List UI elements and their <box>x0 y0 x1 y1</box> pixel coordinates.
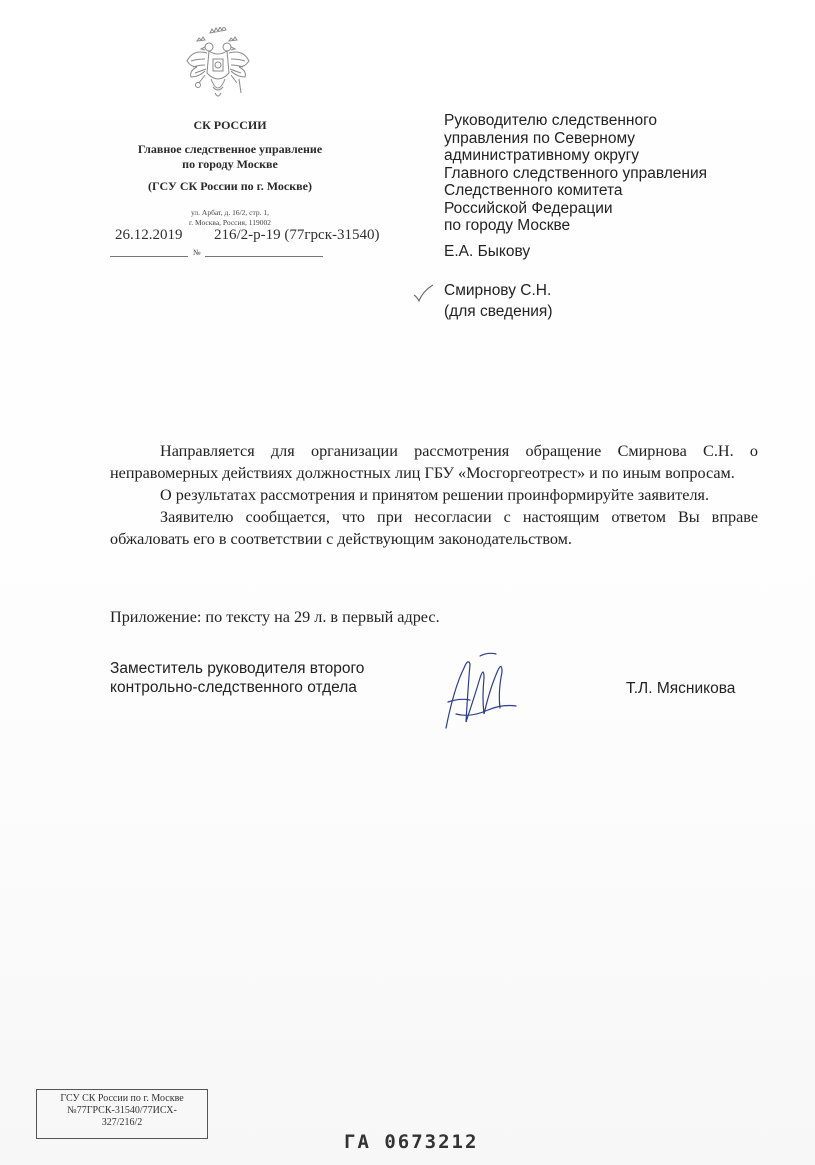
org-department-line: Главное следственное управление <box>137 142 323 156</box>
registration-number: 216/2-р-19 (77грск-31540) <box>214 227 380 243</box>
stamp-line: №77ГРСК-31540/77ИСХ- <box>67 1105 177 1116</box>
addressee-line: Следственного комитета <box>444 182 623 199</box>
org-short-name: (ГСУ СК России по г. Москве) <box>148 179 312 193</box>
body-paragraph: О результатах рассмотрения и принятом решении проинформируйте заявителя. <box>160 486 710 504</box>
stamp-line: ГСУ СК России по г. Москве <box>60 1093 184 1104</box>
copy-recipient-note: (для сведения) <box>444 303 553 320</box>
org-department-line: по городу Москве <box>182 157 278 171</box>
handwritten-signature <box>440 648 525 733</box>
number-sign: № <box>193 248 201 257</box>
russian-coat-of-arms-icon <box>183 27 253 105</box>
body-paragraph: Заявителю сообщается, что при несогласии с настоящим ответом Вы вправе обжаловать его в соответствии с действующим законодательством. <box>110 508 758 548</box>
copy-recipient <box>444 280 552 322</box>
org-department <box>110 142 350 172</box>
signatory-title-line: контрольно-следственного отдела <box>110 679 357 696</box>
org-address-line: ул. Арбат, д. 16/2, стр. 1, <box>191 208 269 217</box>
addressee-block <box>444 112 774 235</box>
addressee-line: Руководителю следственного <box>444 112 658 129</box>
addressee-person: Е.А. Быкову <box>444 243 531 260</box>
addressee-line: по городу Москве <box>444 217 571 234</box>
signatory-title <box>110 659 364 697</box>
checkmark-icon <box>412 283 434 303</box>
attachment-note: Приложение: по тексту на 29 л. в первый адрес. <box>110 608 440 626</box>
org-address-line: г. Москва, Россия, 119002 <box>189 218 271 227</box>
addressee-line: административному округу <box>444 147 640 164</box>
registration-date: 26.12.2019 <box>115 227 183 243</box>
form-serial-number: ГА 0673212 <box>344 1131 479 1153</box>
registration-stamp <box>36 1089 208 1139</box>
body-paragraph: Направляется для организации рассмотрения обращение Смирнова С.Н. о неправомерных действиях должностных лиц ГБУ «Мосгоргеотрест» и по иным вопросам. <box>110 442 758 482</box>
org-name: СК РОССИИ <box>193 118 267 132</box>
signatory-title-line: Заместитель руководителя второго <box>110 660 365 677</box>
addressee-line: Главного следственного управления <box>444 164 708 182</box>
org-address <box>110 208 350 228</box>
addressee-line: управления по Северному <box>444 129 636 147</box>
copy-recipient-name: Смирнову С.Н. <box>444 282 552 299</box>
signatory-name: Т.Л. Мясникова <box>626 680 736 697</box>
stamp-line: 327/216/2 <box>101 1117 143 1128</box>
addressee-line: Российской Федерации <box>444 199 613 217</box>
number-underline <box>205 256 323 257</box>
letter-body <box>110 440 758 550</box>
date-underline <box>110 256 188 257</box>
